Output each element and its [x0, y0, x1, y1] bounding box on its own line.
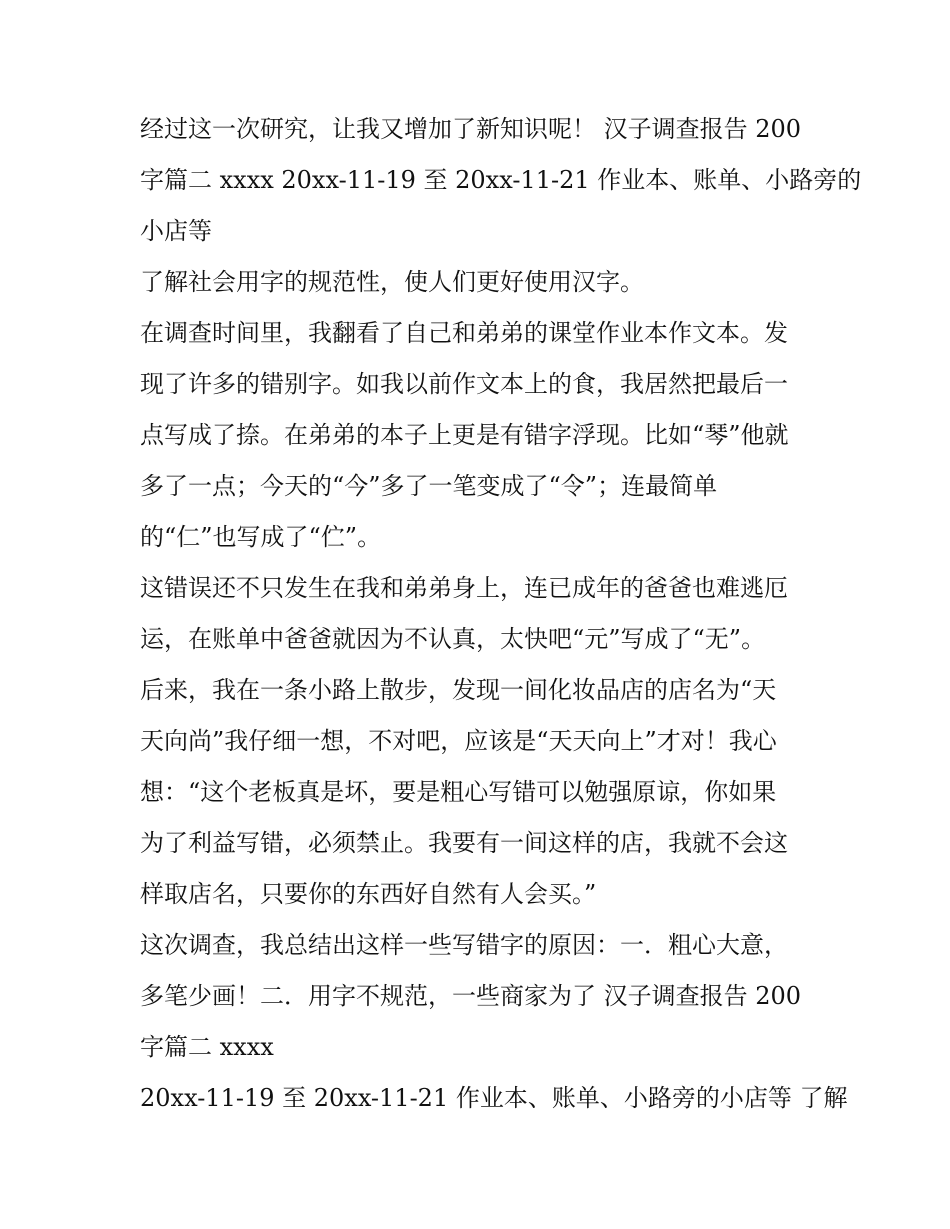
document-body [140, 104, 862, 1124]
text-line: 多了一点；今天的“今”多了一笔变成了“令”；连最简单 [140, 472, 718, 500]
paragraph [140, 308, 820, 563]
text-line: 运，在账单中爸爸就因为不认真，太快吧“元”写成了“无”。 [140, 625, 766, 653]
text-line: 样取店名，只要你的东西好自然有人会买。” [140, 880, 597, 908]
text-line: 点写成了捺。在弟弟的本子上更是有错字浮现。比如“琴”他就 [140, 421, 789, 449]
text-line: 后来，我在一条小路上散步，发现一间化妆品店的店名为“天 [140, 676, 777, 704]
paragraph [140, 104, 862, 257]
text-line: 经过这一次研究，让我又增加了新知识呢！ 汉子调查报告 200 [140, 115, 802, 143]
text-line: 为了利益写错，必须禁止。我要有一间这样的店，我就不会这 [140, 829, 788, 857]
paragraph [140, 665, 820, 920]
text-line: 了解社会用字的规范性，使人们更好使用汉字。 [140, 268, 644, 296]
text-line: 在调查时间里，我翻看了自己和弟弟的课堂作业本作文本。发 [140, 319, 788, 347]
text-line: 字篇二 xxxx 20xx-11-19 至 20xx-11-21 作业本、账单、小路旁的 [140, 166, 862, 194]
paragraph [140, 563, 820, 665]
text-line: 天向尚”我仔细一想，不对吧，应该是“天天向上”才对！我心 [140, 727, 777, 755]
paragraph [140, 1073, 848, 1124]
text-line: 多笔少画！二．用字不规范，一些商家为了 汉子调查报告 200 [140, 982, 802, 1010]
text-line: 字篇二 xxxx [140, 1033, 274, 1061]
text-line: 想：“这个老板真是坏，要是粗心写错可以勉强原谅，你如果 [140, 778, 777, 806]
text-line: 20xx-11-19 至 20xx-11-21 作业本、账单、小路旁的小店等 了解 [140, 1084, 848, 1112]
text-line: 的“仁”也写成了“伫”。 [140, 523, 382, 551]
paragraph [140, 257, 820, 308]
paragraph [140, 920, 820, 1073]
text-line: 现了许多的错别字。如我以前作文本上的食，我居然把最后一 [140, 370, 788, 398]
text-line: 小店等 [140, 217, 212, 245]
text-line: 这次调查，我总结出这样一些写错字的原因：一．粗心大意， [140, 931, 788, 959]
text-line: 这错误还不只发生在我和弟弟身上，连已成年的爸爸也难逃厄 [140, 574, 788, 602]
